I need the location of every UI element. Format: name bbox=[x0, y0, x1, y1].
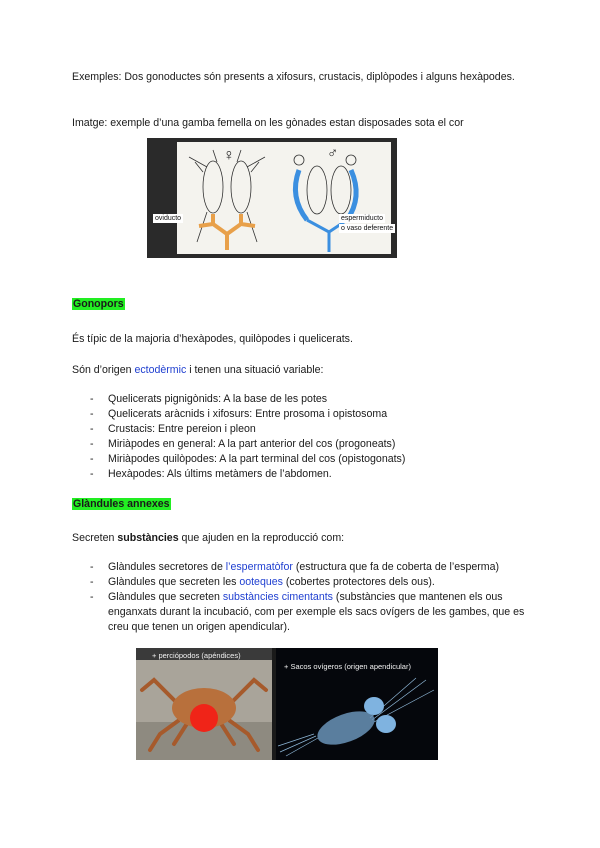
ectodermic-link[interactable]: ectodèrmic bbox=[134, 364, 187, 376]
male-symbol: ♂ bbox=[327, 145, 339, 162]
intro-paragraph-1: Exemples: Dos gonoductes són presents a xifosurs, crustacis, diplòpodes i alguns hexàpodes. bbox=[72, 71, 515, 83]
intro-paragraph-2: Imatge: exemple d’una gamba femella on les gònades estan disposades sota el cor bbox=[72, 117, 464, 129]
ootheca-link[interactable]: ooteques bbox=[239, 576, 283, 588]
sperm-duct-label: espermiducto bbox=[341, 215, 384, 222]
cement-substances-link[interactable]: substàncies cimentants bbox=[222, 591, 333, 603]
list-item: - Miriàpodes en general: A la part anterior del cos (progoneats) bbox=[72, 437, 542, 452]
gonad-diagram-figure bbox=[147, 138, 397, 258]
male-diagram-panel bbox=[277, 142, 391, 254]
list-item: - Glàndules que secreten substàncies cimentants (substàncies que mantenen els ous enganxats durant la incubació, com per exemple els sacs ovígers de les gambes, que es creu que tenen un origen apendicular). bbox=[72, 590, 542, 635]
female-diagram-panel bbox=[177, 142, 277, 254]
copepod-image bbox=[276, 676, 438, 758]
list-item: - Miriàpodes quilòpodes: A la part terminal del cos (opistogonats) bbox=[72, 452, 542, 467]
crab-image bbox=[136, 660, 272, 760]
oviduct-label: oviducto bbox=[155, 215, 182, 222]
female-symbol: ♀ bbox=[223, 147, 235, 164]
list-item: - Quelicerats aràcnids i xifosurs: Entre prosoma i opistosoma bbox=[72, 407, 542, 422]
gonopors-heading: Gonopors bbox=[73, 298, 124, 310]
crustacean-photos-figure bbox=[136, 648, 438, 760]
copepod-photo bbox=[276, 648, 438, 760]
list-item: - Quelicerats pignigònids: A la base de les potes bbox=[72, 392, 542, 407]
gonopors-paragraph-2: Són d’origen ectodèrmic i tenen una situació variable: bbox=[72, 364, 324, 376]
list-item: - Glàndules secretores de l’espermatòfor (estructura que fa de coberta de l’esperma) bbox=[72, 560, 542, 575]
list-item: - Crustacis: Entre pereion i pleon bbox=[72, 422, 542, 437]
gonopors-paragraph-1: És típic de la majoria d’hexàpodes, quilòpodes i quelicerats. bbox=[72, 333, 353, 345]
male-gonad-drawing bbox=[277, 142, 391, 254]
female-gonad-drawing bbox=[177, 142, 277, 254]
crab-caption: + perciópodos (apéndices) bbox=[152, 651, 241, 660]
copepod-caption: + Sacos ovígeros (origen apendicular) bbox=[284, 662, 411, 671]
glandules-intro: Secreten substàncies que ajuden en la reproducció com: bbox=[72, 532, 345, 544]
list-item: - Glàndules que secreten les ooteques (cobertes protectores dels ous). bbox=[72, 575, 542, 590]
spermatophore-link[interactable]: l’espermatòfor bbox=[225, 561, 293, 573]
glandules-list bbox=[72, 560, 542, 635]
glandules-heading: Glàndules annexes bbox=[73, 498, 170, 510]
list-item: - Hexàpodes: Als últims metàmers de l’abdomen. bbox=[72, 467, 542, 482]
gonopors-list bbox=[72, 392, 542, 482]
crab-photo bbox=[136, 648, 272, 760]
vas-deferens-label: o vaso deferente bbox=[341, 225, 394, 232]
